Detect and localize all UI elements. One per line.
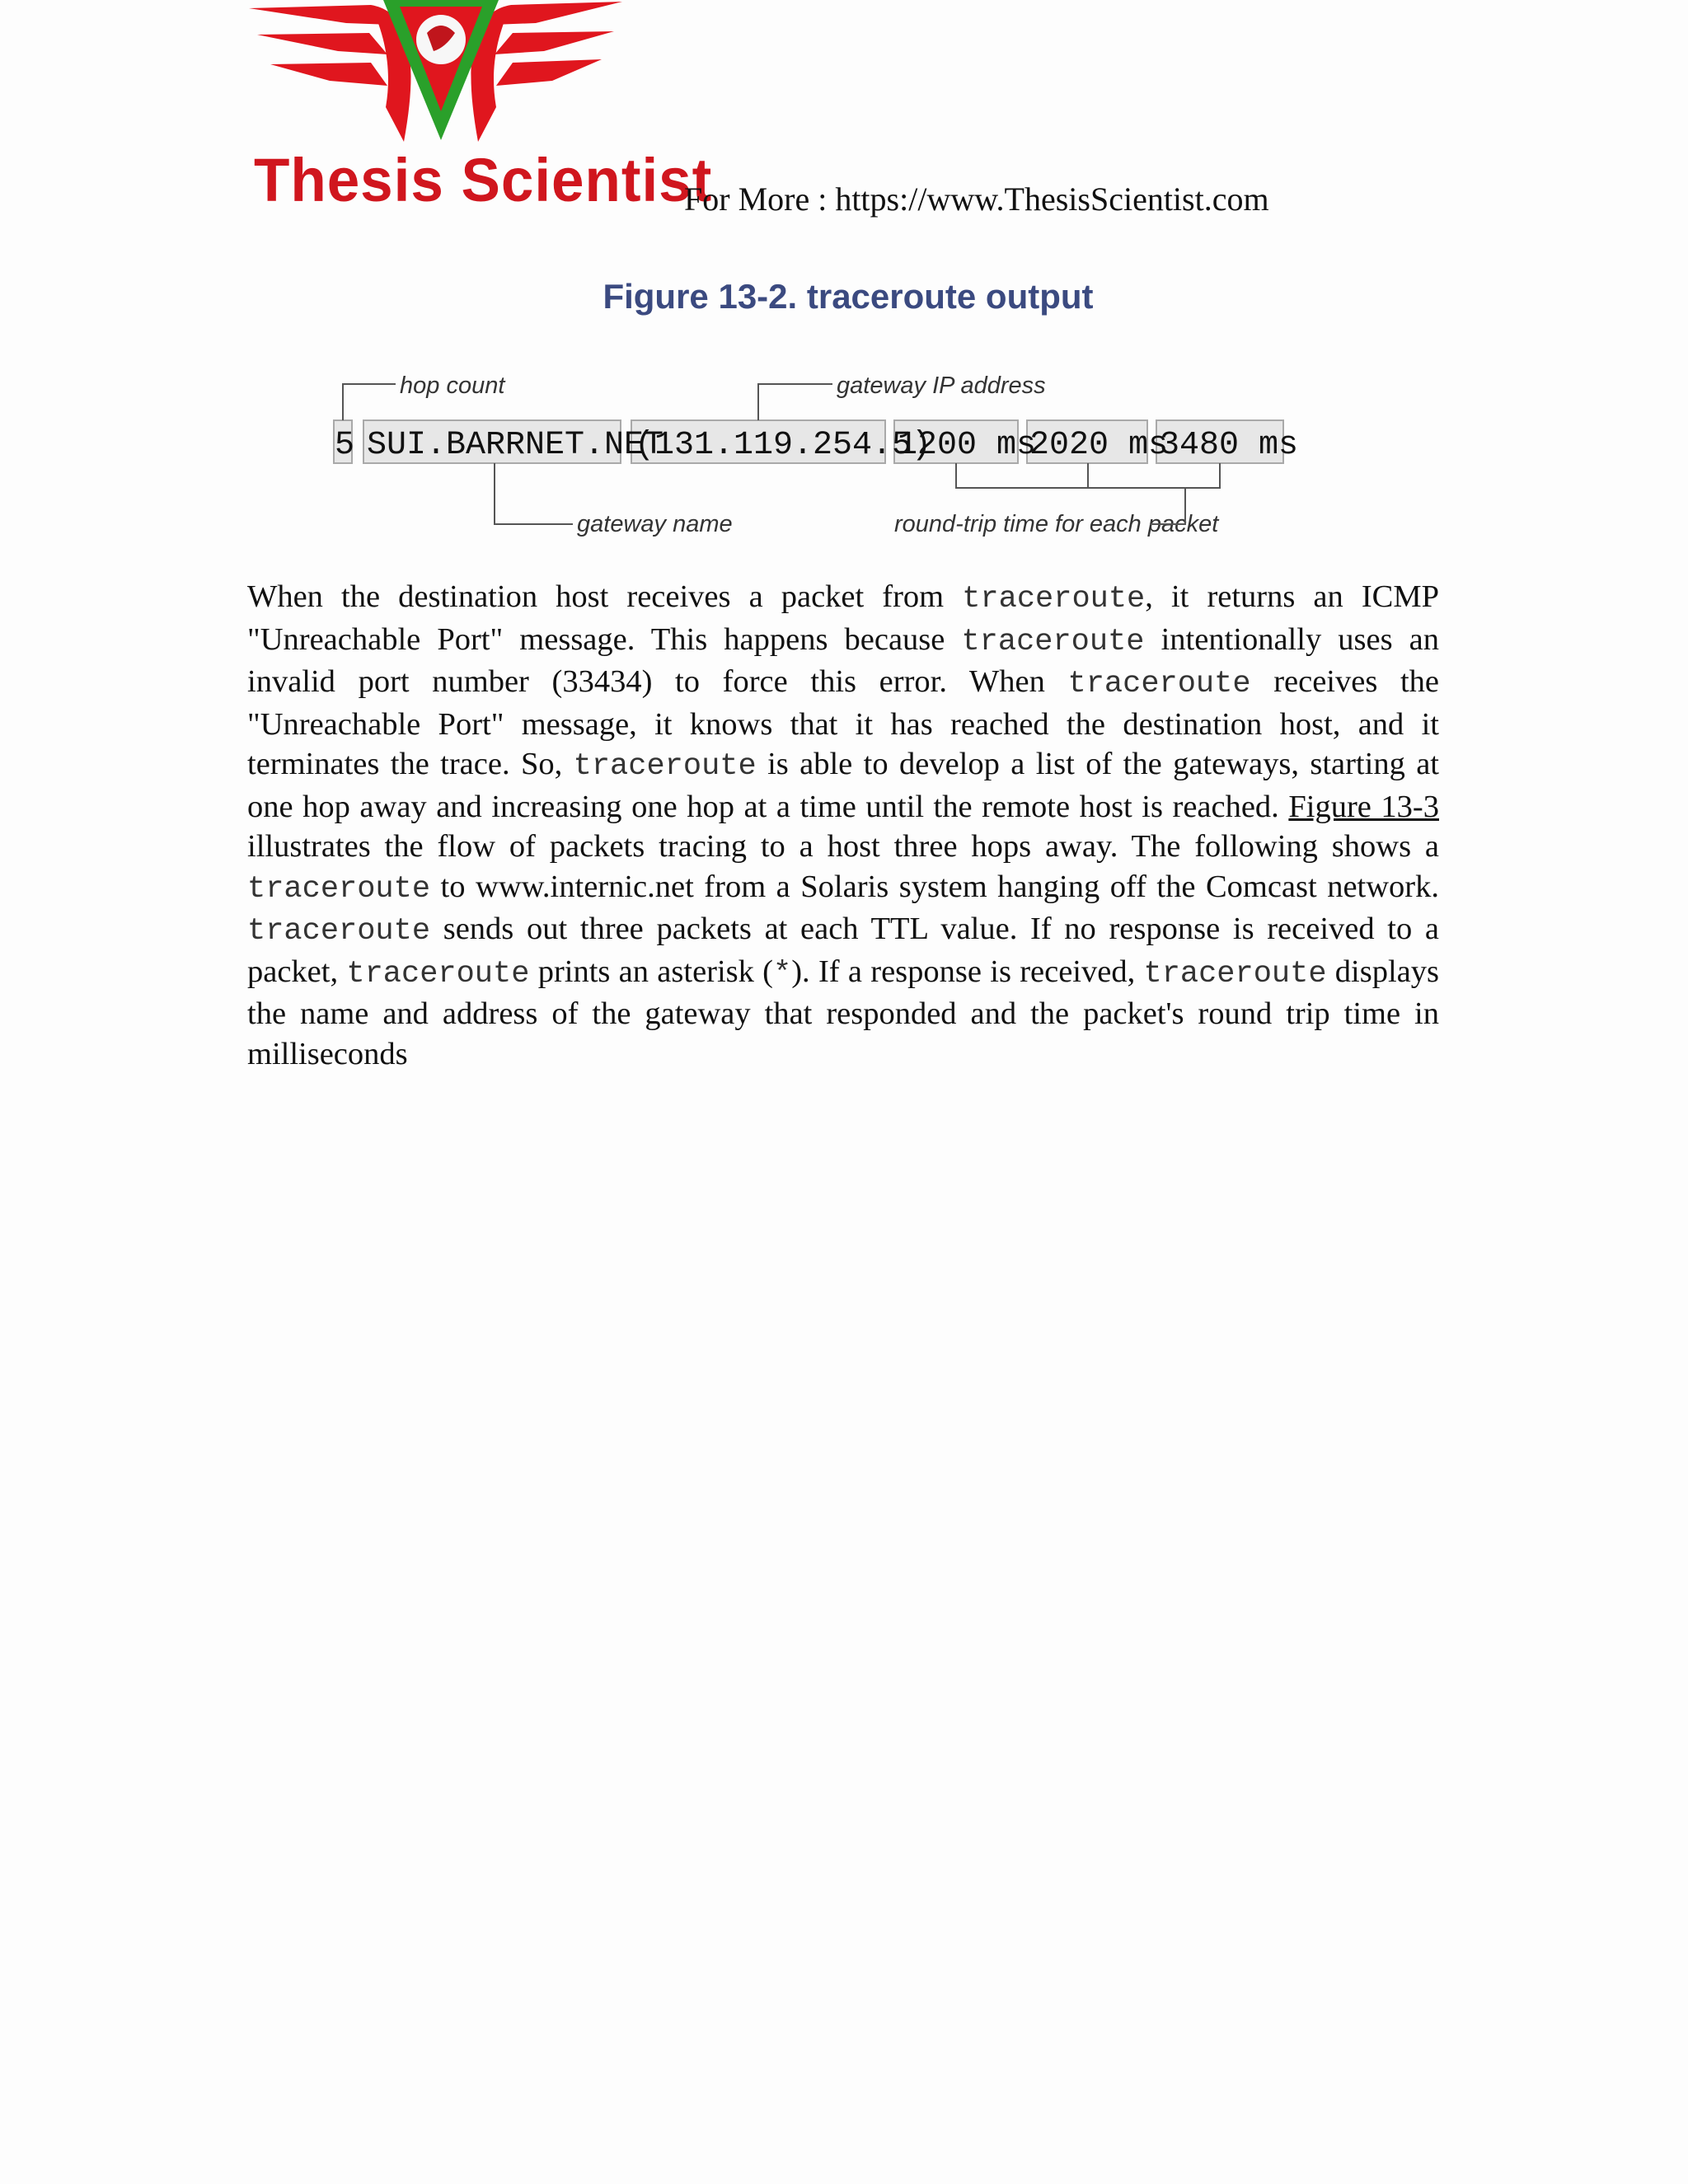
figure-title: Figure 13-2. traceroute output [603, 277, 1094, 316]
label-hop-count: hop count [400, 373, 505, 399]
code-traceroute: traceroute [346, 956, 530, 991]
code-traceroute: traceroute [1067, 667, 1251, 701]
traceroute-diagram [326, 363, 1315, 552]
code-traceroute: traceroute [962, 582, 1146, 616]
ip-leader [758, 384, 832, 420]
field-rtt-2: 2020 ms [1029, 427, 1169, 464]
field-gateway-name: SUI.BARRNET.NET [367, 427, 664, 464]
code-traceroute: traceroute [961, 624, 1145, 659]
code-traceroute: traceroute [1143, 956, 1327, 991]
field-rtt-1: 1200 ms [898, 427, 1037, 464]
label-gateway-name: gateway name [577, 511, 733, 537]
code-traceroute: traceroute [573, 749, 757, 784]
page-header [247, 0, 1401, 239]
code-traceroute: traceroute [247, 914, 431, 949]
figure-13-3-link[interactable]: Figure 13-3 [1288, 789, 1439, 824]
logo-text: Thesis Scientist [254, 146, 713, 214]
label-rtt: round-trip time for each packet [894, 511, 1219, 537]
body-paragraph: When the destination host receives a packet from traceroute, it returns an ICMP "Unreachable Port" message. This happens because traceroute intentionally uses an invalid port number (33434) to force this error. When traceroute receives the "Unreachable Port" message, it knows that it has reached the destination host, and it terminates the trace. So, traceroute is able to develop a list of the gateways, starting at one hop away and increasing one hop at a time until the remote host is reached. Figure 13-3 illustrates the flow of packets tracing to a host three hops away. The following shows a traceroute to www.internic.net from a Solaris system hanging off the Comcast network. traceroute sends out three packets at each TTL value. If no response is received to a packet, traceroute prints an asterisk (*). If a response is received, traceroute displays the name and address of the gateway that responded and the packet's round trip time in milliseconds [247, 579, 1440, 1071]
website-note: For More : https://www.ThesisScientist.com [684, 180, 1269, 218]
field-gateway-ip: (131.119.254.5) [635, 427, 932, 464]
field-rtt-3: 3480 ms [1160, 427, 1299, 464]
name-leader [495, 463, 573, 524]
label-gateway-ip: gateway IP address [837, 373, 1046, 399]
hop-leader [343, 384, 396, 420]
field-hop: 5 [335, 427, 355, 464]
code-traceroute: traceroute [247, 871, 431, 907]
code-asterisk: * [773, 956, 792, 991]
